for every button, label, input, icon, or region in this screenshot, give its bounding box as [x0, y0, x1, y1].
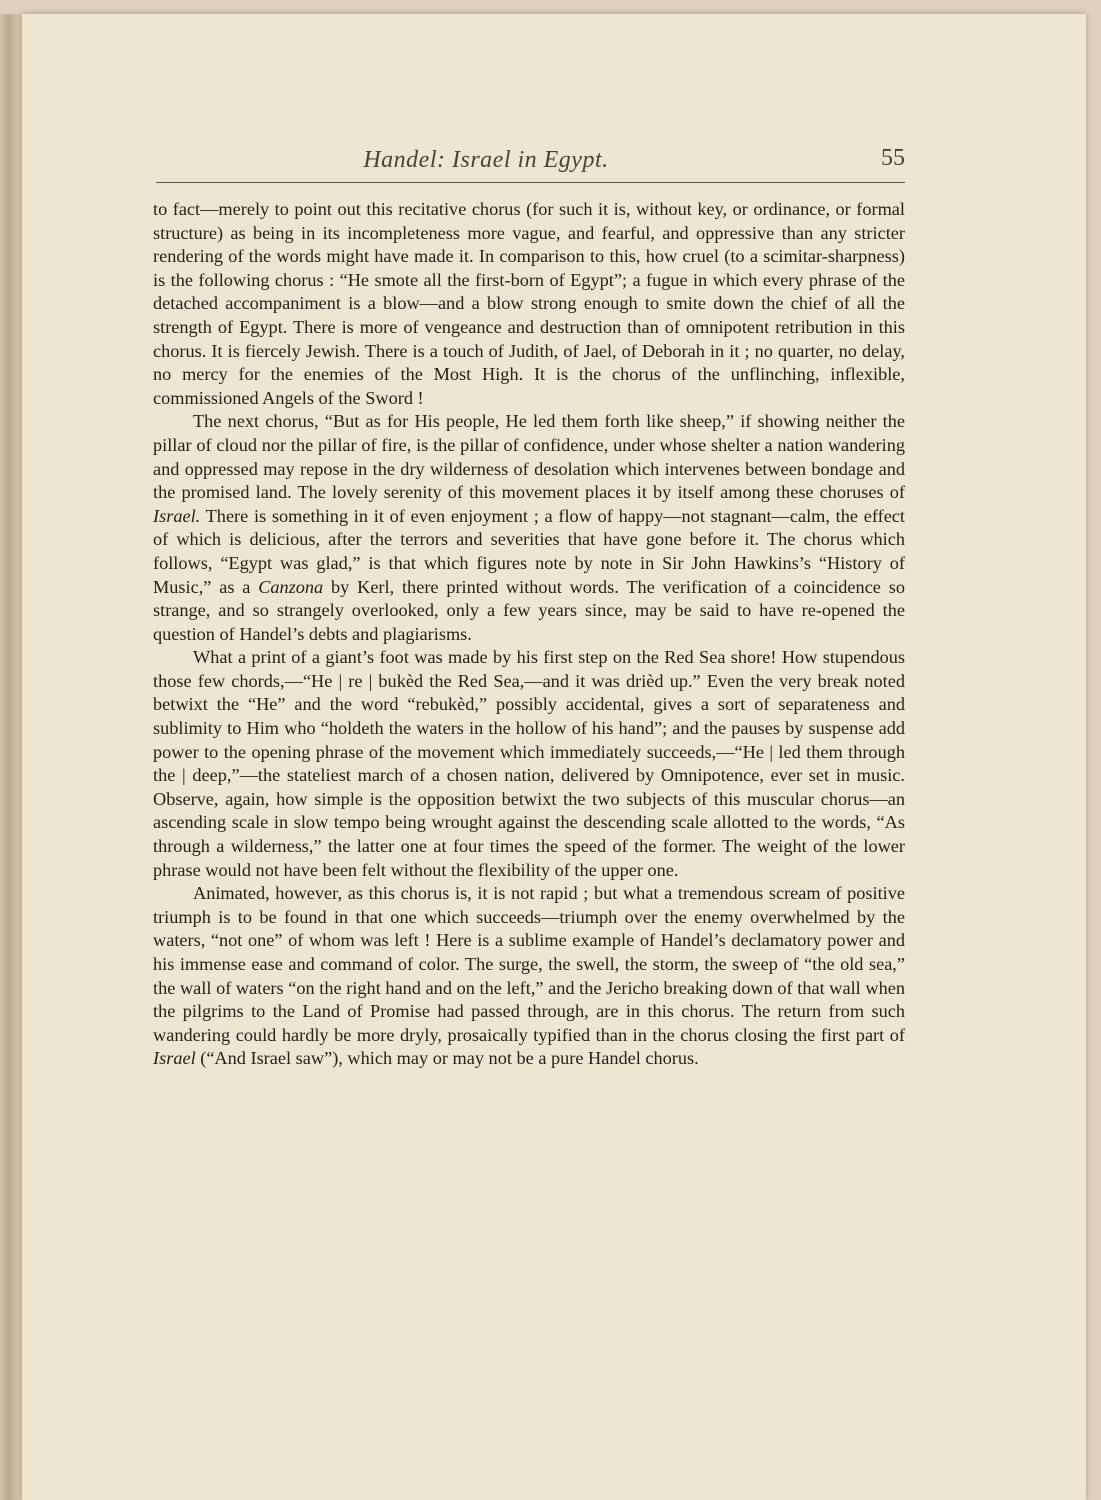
paragraph-text: What a print of a giant’s foot was made by his first step on the Red Sea shore! How stupendous those few chords,—“He | re | bukèd the Red Sea,—and it was drièd up.” Even the very break noted betwixt the “He” and the word “rebukèd,” possibly accidental, gives a sort of separateness and sublimity to Him who “holdeth the waters in the hollow of his hand”; and the pauses by suspense add power to the opening phrase of the movement which immediately succeeds,—“He | led them through the | deep,”—the stateliest march of a chosen nation, delivered by Omnipotence, ever set in music. Observe, again, how simple is the opposition betwixt the two subjects of this muscular chorus—an ascending scale in slow tempo being wrought against the descending scale allotted to the words, “As through a wilderness,” the latter one at four times the speed of the former. The weight of the lower phrase would not have been felt without the flexibility of the upper one. [153, 647, 905, 880]
paragraph-text: The next chorus, “But as for His people, He led them forth like sheep,” if showing neither the pillar of cloud nor the pillar of fire, is the pillar of confidence, under whose shelter a nation wandering and oppressed may repose in the dry wilderness of desolation which intervenes between bondage and the promised land. The lovely serenity of this movement places it by itself among these choruses of [153, 411, 905, 503]
paragraph-text: by Kerl, there printed without words. The verification of a coincidence so strange, and so strangely overlooked, only a few years since, may be said to have re-opened the question of Handel’s debts and plagiarisms. [153, 576, 905, 644]
running-header [156, 143, 905, 183]
paragraph [153, 882, 905, 1071]
paragraph [153, 646, 905, 882]
header-rule [156, 182, 905, 183]
paragraph-text: Animated, however, as this chorus is, it is not rapid ; but what a tremendous scream of positive triumph is to be found in that one which succeeds—triumph over the enemy overwhelmed by the waters, “not one” of whom was left ! Here is a sublime example of Handel’s declamatory power and his immense ease and command of color. The surge, the swell, the storm, the sweep of “the old sea,” the wall of waters “on the right hand and on the left,” and the Jericho breaking down of that wall when the pilgrims to the Land of Promise had passed through, are in this chorus. The return from such wandering could hardly be more dryly, prosaically typified than in the chorus closing the first part of [153, 883, 905, 1045]
paragraph-text: There is something in it of even enjoyment ; a flow of happy—not stagnant—calm, the effect of which is delicious, after the terrors and severities that have gone before it. The chorus which follows, “Egypt was glad,” is that which figures note by note in Sir John Hawkins’s “History of Music,” as a [153, 505, 905, 597]
italic-text: Canzona [258, 576, 324, 597]
page-number: 55 [881, 145, 905, 171]
paragraph [153, 410, 905, 646]
running-title: Handel: Israel in Egypt. [363, 147, 609, 173]
book-gutter [0, 14, 22, 1500]
italic-text: Israel [153, 1048, 196, 1069]
body-text [153, 198, 905, 1071]
paragraph-text: to fact—merely to point out this recitative chorus (for such it is, without key, or ordinance, or formal structure) as being in its incompleteness more vague, and fearful, and oppressive than any stricter rendering of the words might have made it. In comparison to this, how cruel (to a scimitar-sharpness) is the following chorus : “He smote all the first-born of Egypt”; a fugue in which every phrase of the detached accompaniment is a blow—and a blow strong enough to smite down the chief of all the strength of Egypt. There is more of vengeance and destruction than of omnipotent retribution in this chorus. It is fiercely Jewish. There is a touch of Judith, of Jael, of Deborah in it ; no quarter, no delay, no mercy for the enemies of the Most High. It is the chorus of the unflinching, inflexible, commissioned Angels of the Sword ! [153, 199, 905, 408]
paragraph-text: (“And Israel saw”), which may or may not be a pure Handel chorus. [195, 1048, 699, 1069]
paragraph [153, 198, 905, 410]
italic-text: Israel. [153, 505, 201, 526]
